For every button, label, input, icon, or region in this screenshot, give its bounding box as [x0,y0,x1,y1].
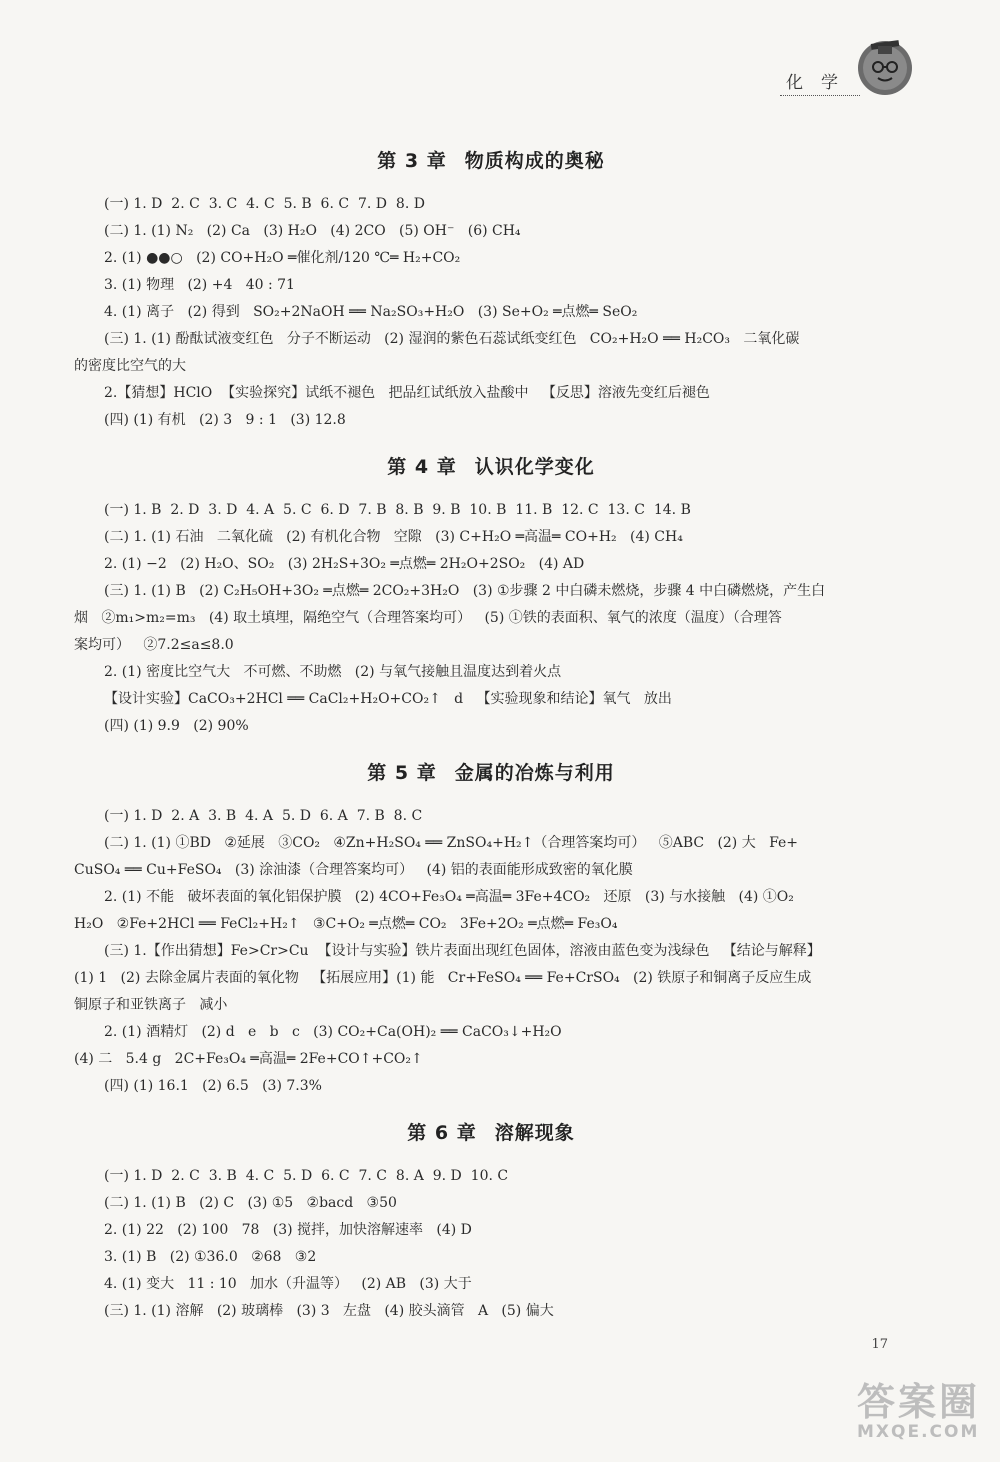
answer-line: (二) 1. (1) N₂ (2) Ca (3) H₂O (4) 2CO (5) OH⁻ (6) CH₄ [104,223,521,239]
answer-line: (三) 1. (1) B (2) C₂H₅OH+3O₂ ═点燃═ 2CO₂+3H₂O (3) ①步骤 2 中白磷未燃烧，步骤 4 中白磷燃烧，产生白 [104,583,826,599]
answer-line: (二) 1. (1) 石油 二氧化硫 (2) 有机化合物 空隙 (3) C+H₂O ═高温═ CO+H₂ (4) CH₄ [104,529,683,545]
chapter-title [74,1118,908,1145]
answer-line: (三) 1. (1) 酚酞试液变红色 分子不断运动 (2) 湿润的紫色石蕊试纸变红色 CO₂+H₂O ══ H₂CO₃ 二氧化碳 [104,331,800,347]
answer-line: 3. (1) 物理 (2) +4 40 : 71 [104,277,295,293]
chapter-number: 第 6 章 [407,1122,477,1144]
page-header [780,60,916,96]
answer-line: 烟 ②m₁>m₂=m₃ (4) 取土填埋，隔绝空气（合理答案均可） (5) ①铁的表面积、氧气的浓度（温度）（合理答 [74,610,782,626]
answer-line: (四) (1) 9.9 (2) 90% [104,718,249,734]
chapter-title [74,146,908,173]
answer-line: (四) (1) 有机 (2) 3 9 : 1 (3) 12.8 [104,412,346,428]
answer-line: (一) 1. D 2. C 3. B 4. C 5. D 6. C 7. C 8. A 9. D 10. C [104,1168,509,1184]
chapter-name: 金属的冶炼与利用 [454,762,615,784]
watermark-logo [857,1371,980,1442]
answer-line: (三) 1.【作出猜想】Fe>Cr>Cu 【设计与实验】铁片表面出现红色固体，溶液由蓝色变为浅绿色 【结论与解释】 [104,943,821,959]
answer-line: CuSO₄ ══ Cu+FeSO₄ (3) 涂油漆（合理答案均可） (4) 铝的表面能形成致密的氧化膜 [74,862,633,878]
answer-line: H₂O ②Fe+2HCl ══ FeCl₂+H₂↑ ③C+O₂ ═点燃═ CO₂ 3Fe+2O₂ ═点燃═ Fe₃O₄ [74,916,618,932]
answer-line: 案均可） ②7.2≤a≤8.0 [74,637,234,653]
answer-line: 2. (1) 酒精灯 (2) d e b c (3) CO₂+Ca(OH)₂ ══ CaCO₃↓+H₂O [104,1024,562,1040]
answer-line: 2. (1) 不能 破坏表面的氧化铝保护膜 (2) 4CO+Fe₃O₄ ═高温═ 3Fe+4CO₂ 还原 (3) 与水接触 (4) ①O₂ [104,889,794,905]
answer-line: (一) 1. D 2. A 3. B 4. A 5. D 6. A 7. B 8. C [104,808,423,824]
answer-line: (三) 1. (1) 溶解 (2) 玻璃棒 (3) 3 左盘 (4) 胶头滴管 A (5) 偏大 [104,1303,554,1319]
answer-line: 4. (1) 变大 11 : 10 加水（升温等） (2) AB (3) 大于 [104,1276,472,1292]
chapter-title [74,758,908,785]
answer-line: 铜原子和亚铁离子 减小 [74,997,228,1013]
answer-line: 2. (1) ●●○ (2) CO+H₂O ═催化剂/120 ℃═ H₂+CO₂ [104,250,461,266]
answer-line: (二) 1. (1) B (2) C (3) ①5 ②bacd ③50 [104,1195,397,1211]
answer-line: (4) 二 5.4 g 2C+Fe₃O₄ ═高温═ 2Fe+CO↑+CO₂↑ [74,1051,423,1067]
watermark-url: MXQE.COM [856,1422,980,1442]
answer-content [74,140,908,1337]
chapter-number: 第 5 章 [367,762,437,784]
answer-line: 2.【猜想】HClO 【实验探究】试纸不褪色 把品红试纸放入盐酸中 【反思】溶液先变红后褪色 [104,385,710,401]
chapter-number: 第 4 章 [387,456,457,478]
chapter-title [74,452,908,479]
answer-line: 2. (1) 密度比空气大 不可燃、不助燃 (2) 与氧气接触且温度达到着火点 [104,664,562,680]
chapter-name: 物质构成的奥秘 [464,150,605,172]
page-number: 17 [871,1337,888,1352]
chapter-name: 溶解现象 [494,1122,575,1144]
answer-line: (二) 1. (1) ①BD ②延展 ③CO₂ ④Zn+H₂SO₄ ══ ZnSO₄+H₂↑（合理答案均可） ⑤ABC (2) 大 Fe+ [104,835,799,851]
answer-line: (一) 1. D 2. C 3. C 4. C 5. B 6. C 7. D 8. D [104,196,425,212]
answer-line: (四) (1) 16.1 (2) 6.5 (3) 7.3% [104,1078,322,1094]
answer-line: (一) 1. B 2. D 3. D 4. A 5. C 6. D 7. B 8. B 9. B 10. B 11. B 12. C 13. C 14. B [104,502,691,518]
student-mascot-icon [854,34,916,96]
answer-line: 4. (1) 离子 (2) 得到 SO₂+2NaOH ══ Na₂SO₃+H₂O (3) Se+O₂ ═点燃═ SeO₂ [104,304,638,320]
watermark-text: 答案圈 [856,1380,980,1424]
answer-line: 2. (1) 22 (2) 100 78 (3) 搅拌，加快溶解速率 (4) D [104,1222,472,1238]
chapter-number: 第 3 章 [377,150,447,172]
answer-line: 2. (1) −2 (2) H₂O、SO₂ (3) 2H₂S+3O₂ ═点燃═ 2H₂O+2SO₂ (4) AD [104,556,585,572]
chapter-name: 认识化学变化 [474,456,595,478]
answer-line: 的密度比空气的大 [74,358,186,374]
subject-label: 化学 [780,68,860,96]
answer-line: (1) 1 (2) 去除金属片表面的氧化物 【拓展应用】(1) 能 Cr+FeSO₄ ══ Fe+CrSO₄ (2) 铁原子和铜离子反应生成 [74,970,812,986]
answer-line: 【设计实验】CaCO₃+2HCl ══ CaCl₂+H₂O+CO₂↑ d 【实验现象和结论】氧气 放出 [104,691,672,707]
answer-line: 3. (1) B (2) ①36.0 ②68 ③2 [104,1249,317,1265]
